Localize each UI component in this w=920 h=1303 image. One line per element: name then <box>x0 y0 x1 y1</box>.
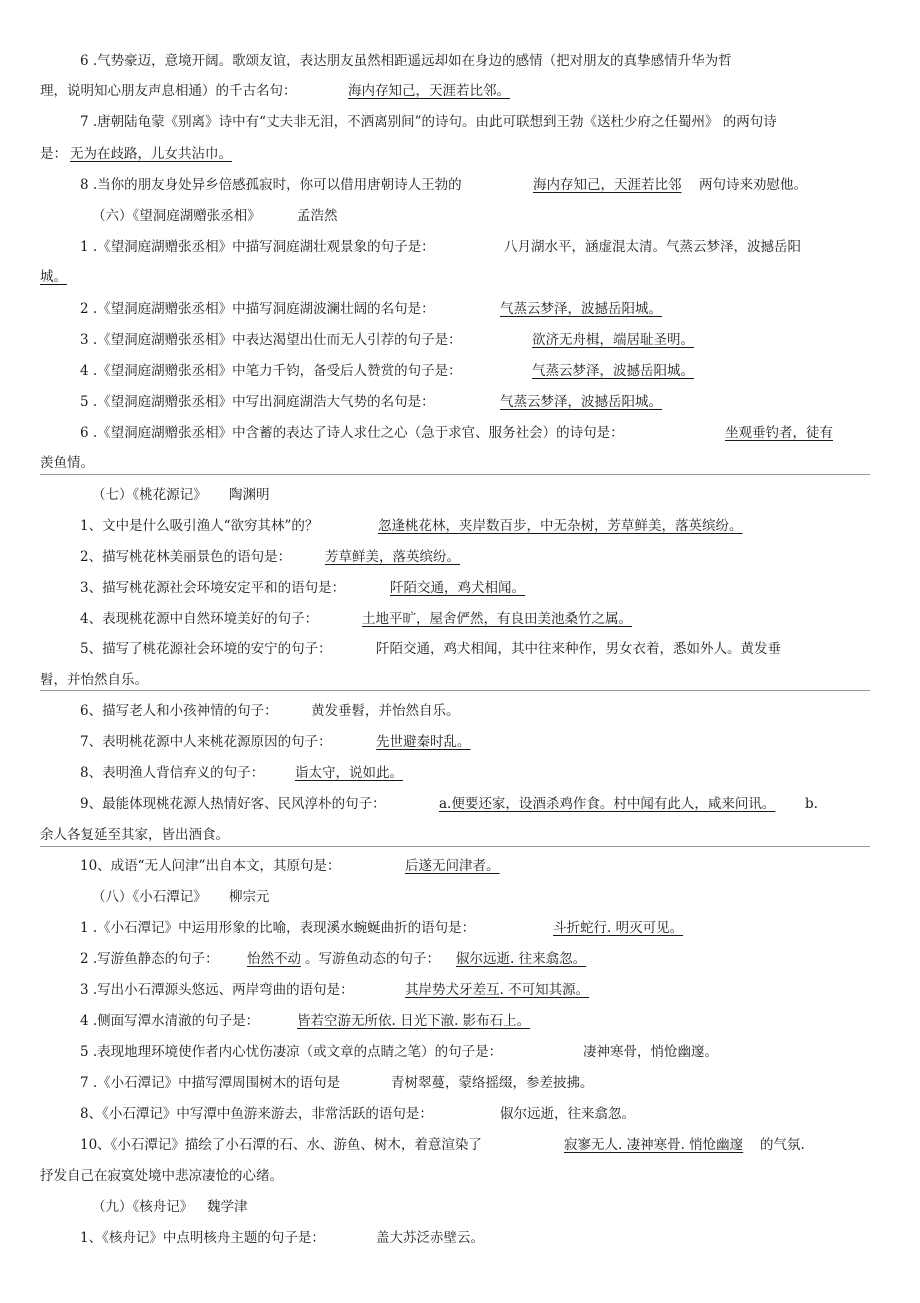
answer-text: a.便要还家，设酒杀鸡作食。村中闻有此人，咸来问讯。 <box>439 796 776 812</box>
line-text: （七）《桃花源记》 <box>92 487 207 503</box>
line-text: 2 .写游鱼静态的句子： <box>80 951 219 967</box>
line-text: 阡陌交通，鸡犬相闻，其中往来种作，男女衣着，悉如外人。黄发垂 <box>376 641 781 657</box>
answer-text: 气蒸云梦泽，波撼岳阳城。 <box>500 394 662 410</box>
line-text: 羡鱼情。 <box>40 455 94 471</box>
line-text: 4 .《望洞庭湖赠张丞相》中笔力千钧，备受后人赞赏的句子是： <box>80 363 462 379</box>
line-text: 俶尔远逝，往来翕忽。 <box>500 1106 635 1122</box>
answer-text: 寂寥无人. 凄神寒骨. 悄怆幽邃 <box>564 1137 744 1153</box>
line-text: （六）《望洞庭湖赠张丞相》 <box>92 208 261 224</box>
line-text: 5、描写了桃花源社会环境的安宁的句子： <box>80 641 332 657</box>
line-text: 孟浩然 <box>297 208 338 224</box>
line-text: 3 .写出小石潭源头悠远、两岸弯曲的语句是： <box>80 982 354 998</box>
line-text: 4 .侧面写潭水清澈的句子是： <box>80 1013 260 1029</box>
line-text: 6 .《望洞庭湖赠张丞相》中含蓄的表达了诗人求仕之心（急于求官、服务社会）的诗句是： <box>80 425 624 441</box>
answer-text: 气蒸云梦泽，波撼岳阳城。 <box>500 301 662 317</box>
answer-text: 土地平旷，屋舍俨然，有良田美池桑竹之属。 <box>362 611 632 627</box>
section-divider <box>40 474 870 475</box>
line-text: 3 .《望洞庭湖赠张丞相》中表达渴望出仕而无人引荐的句子是： <box>80 332 462 348</box>
line-text: 青树翠蔓，蒙络摇缀，参差披拂。 <box>391 1075 594 1091</box>
line-text: （九）《核舟记》 <box>92 1199 194 1215</box>
line-text: （八）《小石潭记》 <box>92 889 207 905</box>
answer-text: 其岸势犬牙差互. 不可知其源。 <box>405 982 590 998</box>
line-text: 7、表明桃花源中人来桃花源原因的句子： <box>80 734 332 750</box>
answer-text: 先世避秦时乱。 <box>376 734 471 750</box>
answer-text: 城。 <box>40 269 67 285</box>
line-text: 9、最能体现桃花源人热情好客、民风淳朴的句子： <box>80 796 386 812</box>
answer-text: 阡陌交通，鸡犬相闻。 <box>390 580 525 596</box>
answer-text: 后遂无问津者。 <box>405 858 500 874</box>
section-divider <box>40 690 870 691</box>
answer-text: 怡然不动 <box>247 951 301 967</box>
answer-text: 皆若空游无所依. 日光下澈. 影布石上。 <box>297 1013 531 1029</box>
answer-text: 欲济无舟楫，端居耻圣明。 <box>532 332 694 348</box>
answer-text: 气蒸云梦泽，波撼岳阳城。 <box>532 363 694 379</box>
line-text: 7 .唐朝陆龟蒙《别离》诗中有“丈夫非无泪，不洒离别间”的诗句。由此可联想到王勃《送杜少府之任蜀州》 的两句诗 <box>80 114 777 130</box>
line-text: 两句诗来劝慰他。 <box>699 177 807 193</box>
line-text: 柳宗元 <box>229 889 270 905</box>
answer-text: 海内存知己，天涯若比邻。 <box>348 83 510 99</box>
line-text: 理，说明知心朋友声息相通）的千古名句： <box>40 83 297 99</box>
line-text: 抒发自己在寂寞处境中悲凉凄怆的心绪。 <box>40 1168 283 1184</box>
line-text: 髫，并怡然自乐。 <box>40 672 148 688</box>
answer-text: 俶尔远逝. 往来翕忽。 <box>456 951 587 967</box>
section-divider <box>40 846 870 847</box>
line-text: 10、《小石潭记》描绘了小石潭的石、水、游鱼、树木，着意渲染了 <box>80 1137 482 1153</box>
line-text: 凄神寒骨，悄怆幽邃。 <box>583 1044 718 1060</box>
line-text: 魏学津 <box>207 1199 248 1215</box>
line-text: 陶渊明 <box>229 487 270 503</box>
line-text: 6 .气势豪迈，意境开阔。歌颂友谊，表达朋友虽然相距遥远却如在身边的感情（把对朋友的真挚感情升华为哲 <box>80 53 732 69</box>
line-text: 6、描写老人和小孩神情的句子： <box>80 703 278 719</box>
line-text: 余人各复延至其家，皆出酒食。 <box>40 827 229 843</box>
line-text: 八月湖水平，涵虚混太清。气蒸云梦泽，波撼岳阳 <box>504 239 801 255</box>
line-text: 7 .《小石潭记》中描写潭周围树木的语句是 <box>80 1075 341 1091</box>
line-text: 1、文中是什么吸引渔人“欲穷其林”的？ <box>80 518 319 534</box>
line-text: 1 .《小石潭记》中运用形象的比喻，表现溪水蜿蜒曲折的语句是： <box>80 920 476 936</box>
line-text: 10、成语“无人问津”出自本文，其原句是： <box>80 858 341 874</box>
line-text: 5 .表现地理环境使作者内心忧伤凄凉（或文章的点睛之笔）的句子是： <box>80 1044 503 1060</box>
line-text: 5 .《望洞庭湖赠张丞相》中写出洞庭湖浩大气势的名句是： <box>80 394 435 410</box>
line-text: 2 .《望洞庭湖赠张丞相》中描写洞庭湖波澜壮阔的名句是： <box>80 301 435 317</box>
line-text: 1、《核舟记》中点明核舟主题的句子是： <box>80 1230 325 1246</box>
answer-text: 海内存知己，天涯若比邻 <box>533 177 682 193</box>
line-text: 盖大苏泛赤壁云。 <box>376 1230 484 1246</box>
line-text: 。写游鱼动态的句子： <box>305 951 440 967</box>
answer-text: 坐观垂钓者，徒有 <box>725 425 833 441</box>
line-text: 是： <box>40 146 67 162</box>
answer-text: 芳草鲜美，落英缤纷。 <box>325 549 460 565</box>
line-text: 2、描写桃花林美丽景色的语句是： <box>80 549 292 565</box>
answer-text: 诣太守，说如此。 <box>295 765 403 781</box>
line-text: 8、《小石潭记》中写潭中鱼游来游去，非常活跃的语句是： <box>80 1106 433 1122</box>
line-text: 8、表明渔人背信弃义的句子： <box>80 765 265 781</box>
line-text: 黄发垂髫，并怡然自乐。 <box>311 703 460 719</box>
answer-text: 无为在歧路，儿女共沾巾。 <box>70 146 232 162</box>
line-text: 8 .当你的朋友身处异乡倍感孤寂时，你可以借用唐朝诗人王勃的 <box>80 177 462 193</box>
line-text: 1 .《望洞庭湖赠张丞相》中描写洞庭湖壮观景象的句子是： <box>80 239 435 255</box>
line-text: 4、表现桃花源中自然环境美好的句子： <box>80 611 319 627</box>
line-text: b. <box>805 796 818 812</box>
line-text: 3、描写桃花源社会环境安定平和的语句是： <box>80 580 346 596</box>
answer-text: 斗折蛇行. 明灭可见。 <box>553 920 684 936</box>
answer-text: 忽逢桃花林，夹岸数百步，中无杂树，芳草鲜美，落英缤纷。 <box>378 518 743 534</box>
line-text: 的气氛. <box>760 1137 805 1153</box>
